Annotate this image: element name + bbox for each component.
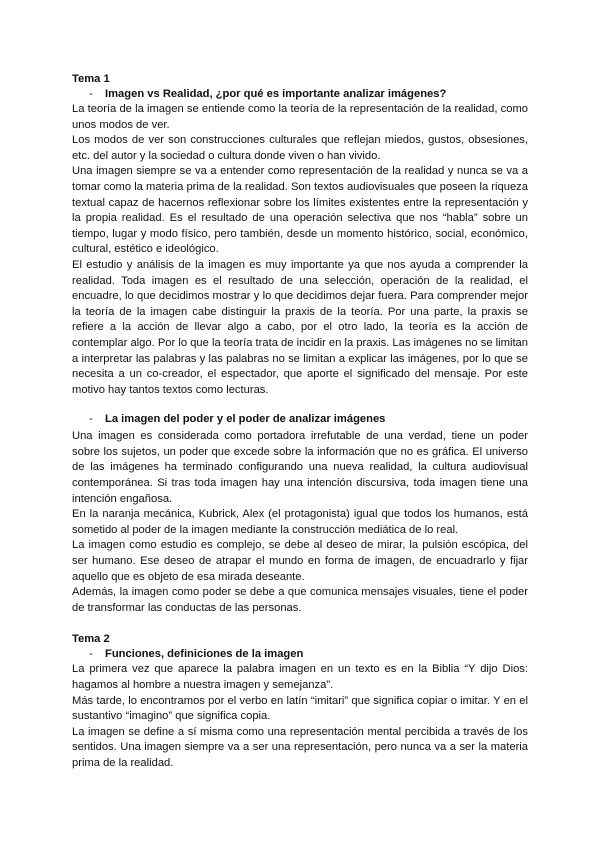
tema2-section1-title-row <box>72 647 528 662</box>
tema2-heading: Tema 2 <box>72 633 110 646</box>
paragraph: Además, la imagen como poder se debe a que comunica mensajes visuales, tiene el poder de transformar las conductas de las personas. <box>72 586 528 614</box>
paragraph: Una imagen es considerada como portadora irrefutable de una verdad, tiene un poder sobre los sujetos, un poder que excede sobre la información que no es gráfica. El universo de las imágenes ha terminado configurando una nueva realidad, la cultura audiovisual contemporánea. Si tras toda imagen hay una intención discursiva, toda imagen tiene una intención engañosa. <box>72 430 528 505</box>
tema1-heading: Tema 1 <box>72 73 110 85</box>
paragraph: El estudio y análisis de la imagen es muy importante ya que nos ayuda a comprender la realidad. Toda imagen es el resultado de una selección, operación de la realidad, el encuadre, lo que decidimos mostrar y lo que decidimos dejar fuera. Para comprender mejor la teoría de la imagen cabe distinguir la praxis de la teoría. Por una parte, la praxis se refiere a la acción de llevar algo a cabo, por el otro lado, la teoría es la acción de contemplar algo. Por lo que la teoría trata de incidir en la praxis. Las imágenes no se limitan a interpretar las palabras y las palabras no se limitan a explicar las imágenes, por lo que se necesita a un co-creador, el espectador, que aporte el significado del mensaje. Por este motivo hay tantos textos como lecturas. <box>72 258 528 396</box>
tema1-section1-title: Imagen vs Realidad, ¿por qué es importante analizar imágenes? <box>105 88 447 100</box>
tema1-section2-title-row <box>72 412 528 427</box>
paragraph: La imagen se define a sí misma como una representación mental percibida a través de los sentidos. Una imagen siempre va a ser una representación, pero nunca va a ser la materia prima de la realidad. <box>72 725 528 769</box>
paragraph: Una imagen siempre se va a entender como representación de la realidad y nunca se va a tomar como la materia prima de la realidad. Son textos audiovisuales que poseen la riqueza textual capaz de hacernos reflexionar sobre los límites existentes entre la representación y la propia realidad. Es el resultado de una operación selectiva que nos “habla” sobre un tiempo, lugar y modo físico, pero también, desde un momento histórico, social, económico, cultural, estético e ideológico. <box>72 165 528 256</box>
bullet-dash: - <box>89 413 93 426</box>
paragraph: La teoría de la imagen se entiende como la teoría de la representación de la realidad, como unos modos de ver. <box>72 103 528 131</box>
tema1-section1-title-row <box>72 87 528 102</box>
bullet-dash: - <box>89 88 93 100</box>
paragraph: Los modos de ver son construcciones culturales que reflejan miedos, gustos, obsesiones, etc. del autor y la sociedad o cultura donde viven o han vivido. <box>72 134 528 162</box>
tema1-section2-title: La imagen del poder y el poder de analizar imágenes <box>105 413 386 426</box>
paragraph: Más tarde, lo encontramos por el verbo en latín “imitari” que significa copiar o imitar. Y en el sustantivo “imagino” que significa copia. <box>72 694 528 723</box>
tema2-section1-title: Funciones, definiciones de la imagen <box>105 648 304 661</box>
paragraph: En la naranja mecánica, Kubrick, Alex (el protagonista) igual que todos los humanos, está sometido al poder de la imagen mediante la construcción mediática de lo real. <box>72 508 528 536</box>
paragraph: La primera vez que aparece la palabra imagen en un texto es en la Biblia “Y dijo Dios: hagamos al hombre a nuestra imagen y semejanza”. <box>72 663 528 691</box>
bullet-dash: - <box>89 648 93 661</box>
paragraph: La imagen como estudio es complejo, se debe al deseo de mirar, la pulsión escópica, del ser humano. Ese deseo de atrapar el mundo en forma de imagen, de encuadrarlo y fijar aquello que es objeto de esa mirada deseante. <box>72 539 528 583</box>
